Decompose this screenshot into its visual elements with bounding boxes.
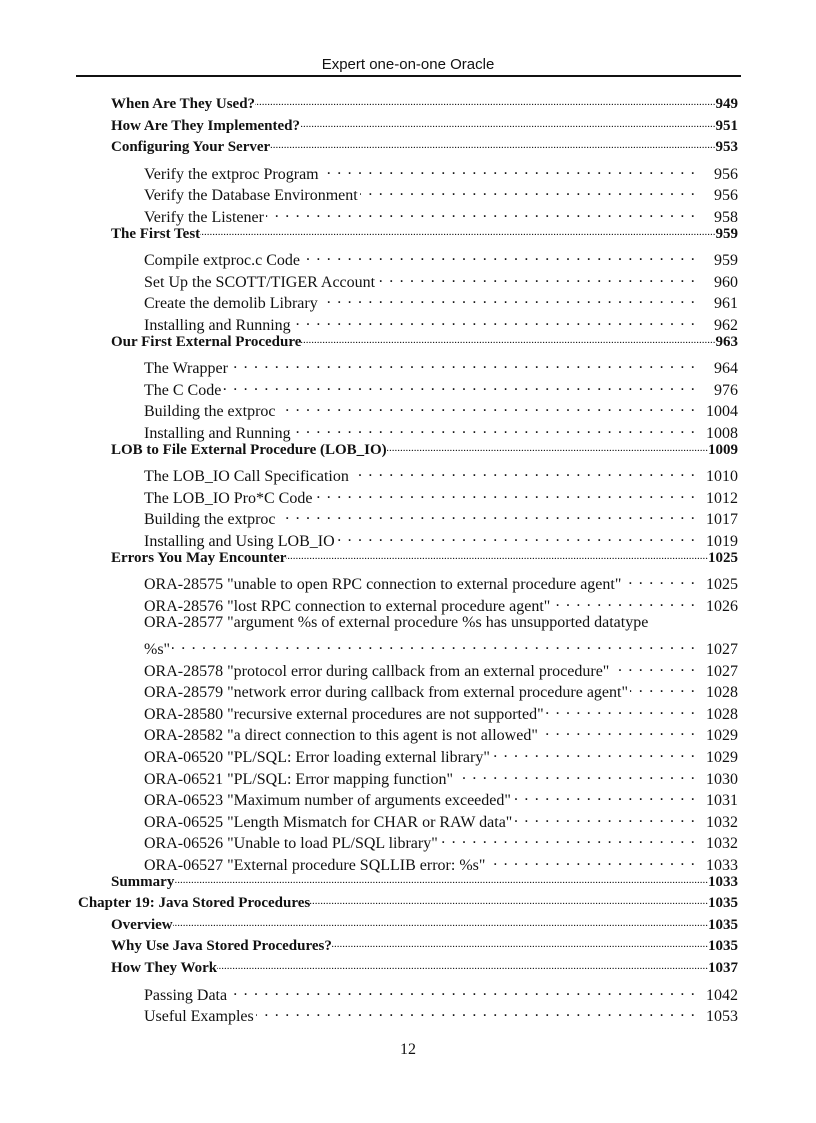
entry-page-number: 1028: [706, 684, 738, 702]
entry-page-number: 964: [714, 360, 738, 378]
entry-title: ORA-06526 "Unable to load PL/SQL library": [144, 835, 438, 853]
entry-title: Building the extproc: [144, 511, 276, 529]
toc-subsection-entry[interactable]: [144, 679, 738, 701]
toc-section-entry[interactable]: [111, 960, 738, 982]
entry-page-number: 1010: [706, 468, 738, 486]
toc-subsection-entry[interactable]: [144, 161, 738, 183]
dot-leader: [172, 636, 696, 654]
toc-subsection-entry[interactable]: [144, 204, 738, 226]
dot-leader: [360, 182, 696, 200]
entry-page-number: 1032: [706, 835, 738, 853]
entry-title: Summary: [111, 873, 175, 890]
dot-leader: [455, 766, 696, 784]
entry-page-number: 1042: [706, 986, 738, 1004]
entry-page-number: 951: [715, 117, 738, 134]
entry-title: ORA-28577 "argument %s of external procedure %s has unsupported datatype: [144, 614, 649, 632]
dot-leader: [440, 830, 696, 848]
toc-subsection-entry[interactable]: [144, 766, 738, 788]
toc-section-entry[interactable]: [111, 550, 738, 572]
dot-leader: [540, 722, 696, 740]
toc-subsection-entry[interactable]: [144, 1003, 738, 1025]
entry-page-number: 953: [715, 139, 738, 156]
entry-title: Verify the Database Environment: [144, 187, 358, 205]
toc-section-entry[interactable]: [111, 874, 738, 896]
dot-leader: [514, 809, 696, 827]
toc-chapter-entry[interactable]: [78, 895, 738, 917]
toc-subsection-entry[interactable]: [144, 506, 738, 528]
dot-leader: [229, 982, 696, 1000]
toc-section-entry[interactable]: [111, 938, 738, 960]
entry-title: ORA-06520 "PL/SQL: Error loading external library": [144, 749, 490, 766]
entry-page-number: 962: [714, 317, 738, 334]
dot-leader: [623, 571, 696, 589]
entry-title: Overview: [111, 916, 173, 933]
dot-leader: [293, 420, 696, 438]
dot-leader: [487, 852, 696, 870]
toc-section-entry[interactable]: [111, 118, 738, 140]
entry-title: The First Test: [111, 225, 201, 242]
dot-leader: [552, 593, 696, 611]
entry-title: Configuring Your Server: [111, 139, 271, 156]
toc-subsection-entry[interactable]: [144, 420, 738, 442]
toc-subsection-entry[interactable]: [144, 269, 738, 291]
toc-subsection-entry[interactable]: [144, 636, 738, 658]
entry-page-number: 1008: [706, 425, 738, 442]
dot-leader: [174, 874, 708, 886]
entry-title: When Are They Used?: [111, 96, 256, 112]
toc-subsection-entry[interactable]: [144, 290, 738, 312]
entry-page-number: 1035: [708, 916, 738, 933]
dot-leader: [300, 118, 715, 130]
dot-leader: [230, 355, 696, 373]
toc-subsection-entry[interactable]: [144, 182, 738, 204]
entry-page-number: 1012: [706, 489, 738, 507]
entry-page-number: 1035: [708, 895, 738, 912]
entry-page-number: 1027: [706, 641, 738, 658]
entry-page-number: 1033: [708, 873, 738, 890]
entry-page-number: 959: [715, 225, 738, 242]
entry-page-number: 960: [714, 273, 738, 291]
dot-leader: [320, 290, 696, 308]
entry-page-number: 958: [714, 209, 738, 226]
dot-leader: [217, 960, 708, 972]
entry-page-number: 1032: [706, 813, 738, 831]
entry-page-number: 1027: [706, 662, 738, 680]
dot-leader: [310, 895, 708, 907]
toc-subsection-entry[interactable]: [144, 787, 738, 809]
dot-leader: [173, 917, 708, 929]
dot-leader: [513, 787, 696, 805]
dot-leader: [387, 442, 708, 454]
page-number: 12: [400, 1041, 416, 1058]
entry-title: ORA-28582 "a direct connection to this agent is not allowed": [144, 727, 538, 745]
toc-section-entry[interactable]: [111, 139, 738, 161]
entry-title: Set Up the SCOTT/TIGER Account: [144, 273, 376, 291]
entry-title: ORA-06525 "Length Mismatch for CHAR or RAW data": [144, 813, 513, 831]
entry-title: ORA-28576 "lost RPC connection to external procedure agent": [144, 597, 551, 615]
entry-title: ORA-28580 "recursive external procedures are not supported": [144, 705, 544, 723]
dot-leader: [351, 463, 696, 481]
entry-page-number: 1019: [706, 533, 738, 550]
dot-leader: [337, 528, 696, 546]
entry-title: ORA-28575 "unable to open RPC connection to external procedure agent": [144, 576, 622, 594]
entry-title: ORA-06521 "PL/SQL: Error mapping function": [144, 770, 454, 788]
entry-title: Installing and Using LOB_IO: [144, 533, 335, 550]
toc-subsection-entry[interactable]: [144, 485, 738, 507]
dot-leader: [546, 701, 696, 719]
entry-page-number: 1053: [706, 1008, 738, 1026]
entry-title: Useful Examples: [144, 1008, 254, 1026]
entry-title: Create the demolib Library: [144, 295, 318, 313]
dot-leader: [278, 506, 696, 524]
dot-leader: [200, 226, 715, 238]
dot-leader: [321, 161, 696, 179]
entry-page-number: 1004: [706, 403, 738, 421]
entry-page-number: 959: [714, 252, 738, 270]
entry-title: The LOB_IO Pro*C Code: [144, 489, 313, 507]
entry-page-number: 1025: [706, 576, 738, 594]
dot-leader: [301, 334, 715, 346]
entry-title: Verify the Listener: [144, 209, 264, 226]
entry-title: Our First External Procedure: [111, 333, 302, 350]
entry-title: Compile extproc.c Code: [144, 252, 300, 270]
entry-page-number: 1017: [706, 511, 738, 529]
dot-leader: [255, 96, 715, 108]
toc-section-entry[interactable]: [111, 334, 738, 356]
toc-subsection-entry[interactable]: [144, 744, 738, 766]
entry-page-number: 949: [715, 96, 738, 112]
entry-page-number: 1030: [706, 770, 738, 788]
toc-subsection-entry[interactable]: [144, 463, 738, 485]
dot-leader: [492, 744, 696, 762]
entry-page-number: 956: [714, 187, 738, 205]
toc-subsection-entry[interactable]: [144, 852, 738, 874]
entry-page-number: 961: [714, 295, 738, 313]
toc-subsection-entry[interactable]: [144, 701, 738, 723]
entry-title: ORA-28578 "protocol error during callback from an external procedure": [144, 662, 610, 680]
dot-leader: [611, 658, 696, 676]
entry-page-number: 1035: [708, 938, 738, 955]
toc-subsection-entry[interactable]: [144, 247, 738, 269]
entry-title: How They Work: [111, 960, 218, 976]
entry-page-number: 1033: [706, 857, 738, 874]
entry-title: Why Use Java Stored Procedures?: [111, 938, 332, 955]
toc-subsection-entry[interactable]: [144, 830, 738, 852]
toc-section-entry[interactable]: [111, 442, 738, 464]
entry-page-number: 1025: [708, 549, 738, 566]
entry-page-number: 1037: [708, 960, 738, 976]
dot-leader: [286, 550, 708, 562]
entry-title: Chapter 19: Java Stored Procedures: [78, 895, 311, 912]
toc-subsection-entry[interactable]: [144, 398, 738, 420]
toc-subsection-entry[interactable]: [144, 571, 738, 593]
toc-subsection-entry[interactable]: [144, 312, 738, 334]
dot-leader: [314, 485, 696, 503]
toc-subsection-entry[interactable]: [144, 355, 738, 377]
entry-page-number: 1029: [706, 749, 738, 766]
toc-subsection-entry[interactable]: [144, 377, 738, 399]
entry-title: Installing and Running: [144, 317, 291, 334]
entry-title: Passing Data: [144, 986, 228, 1004]
toc-section-entry[interactable]: [111, 917, 738, 939]
entry-page-number: 1031: [706, 792, 738, 810]
entry-title: Installing and Running: [144, 425, 291, 442]
toc-section-entry[interactable]: [111, 226, 738, 248]
dot-leader: [266, 204, 696, 222]
toc-subsection-entry[interactable]: [144, 593, 738, 615]
dot-leader: [630, 679, 696, 697]
entry-title: Building the extproc: [144, 403, 276, 421]
dot-leader: [377, 269, 696, 287]
toc-subsection-entry[interactable]: [144, 809, 738, 831]
entry-title: %s": [144, 641, 171, 658]
dot-leader: [256, 1003, 696, 1021]
entry-title: Verify the extproc Program: [144, 165, 319, 183]
entry-title: How Are They Implemented?: [111, 117, 301, 134]
dot-leader: [293, 312, 696, 330]
entry-title: The C Code: [144, 381, 222, 399]
entry-page-number: 1029: [706, 727, 738, 745]
entry-title: ORA-28579 "network error during callback from external procedure agent": [144, 684, 628, 702]
toc-subsection-entry[interactable]: [144, 614, 738, 636]
dot-leader: [278, 398, 696, 416]
toc-subsection-entry[interactable]: [144, 722, 738, 744]
entry-page-number: 1028: [706, 705, 738, 723]
header-rule: [76, 75, 741, 77]
dot-leader: [332, 938, 708, 950]
dot-leader: [223, 377, 696, 395]
dot-leader: [270, 139, 715, 151]
toc-subsection-entry[interactable]: [144, 658, 738, 680]
running-header: Expert one-on-one Oracle: [321, 56, 495, 73]
entry-title: The Wrapper: [144, 360, 228, 378]
entry-title: LOB to File External Procedure (LOB_IO): [111, 441, 387, 458]
entry-page-number: 963: [715, 333, 738, 350]
entry-title: The LOB_IO Call Specification: [144, 468, 349, 486]
entry-title: ORA-06523 "Maximum number of arguments exceeded": [144, 792, 511, 810]
entry-page-number: 956: [714, 165, 738, 183]
toc-section-entry[interactable]: [111, 96, 738, 118]
entry-page-number: 976: [714, 381, 738, 399]
entry-page-number: 1009: [708, 441, 738, 458]
toc-subsection-entry[interactable]: [144, 982, 738, 1004]
dot-leader: [302, 247, 696, 265]
entry-title: ORA-06527 "External procedure SQLLIB error: %s": [144, 857, 486, 874]
toc-subsection-entry[interactable]: [144, 528, 738, 550]
entry-title: Errors You May Encounter: [111, 549, 287, 566]
entry-page-number: 1026: [706, 597, 738, 615]
